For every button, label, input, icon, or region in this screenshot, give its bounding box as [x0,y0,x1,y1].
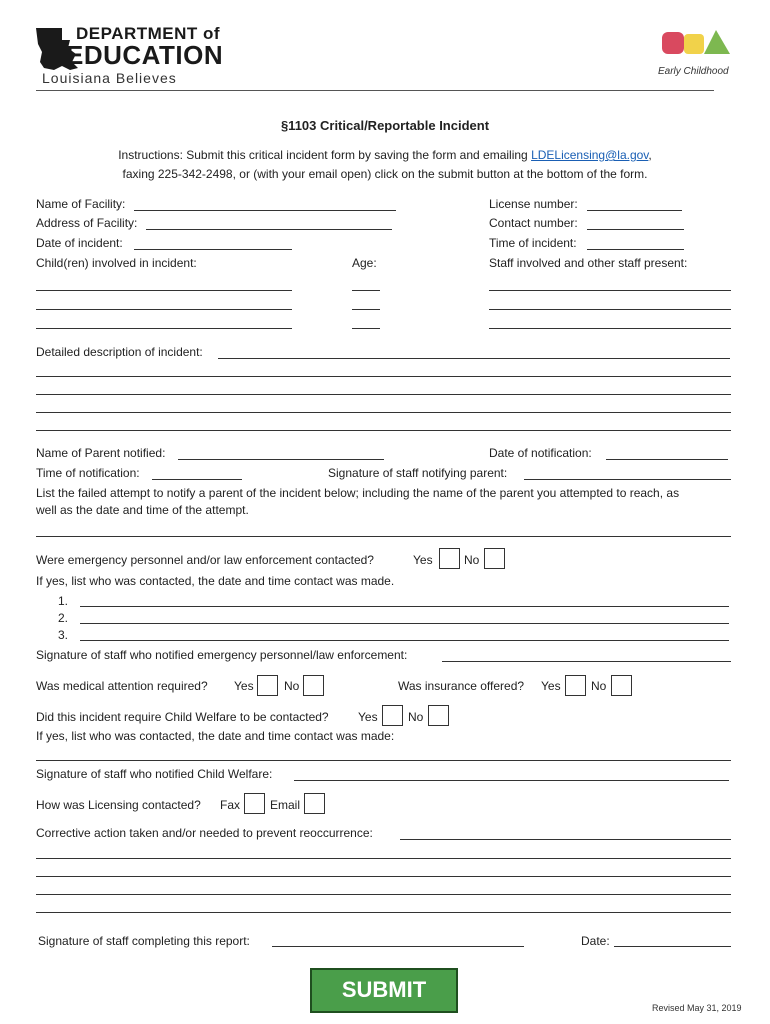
revised-date: Revised May 31, 2019 [652,1003,742,1013]
staff-field[interactable] [489,309,731,310]
completion-signature-label: Signature of staff completing this report: [38,934,250,948]
staff-field[interactable] [489,328,731,329]
early-childhood-text: Early Childhood [658,66,729,77]
children-label: Child(ren) involved in incident: [36,256,197,270]
incident-time-field[interactable] [587,249,684,250]
notification-date-label: Date of notification: [489,446,592,460]
welfare-yes-checkbox[interactable] [382,705,403,726]
welfare-no-checkbox[interactable] [428,705,449,726]
corrective-line[interactable] [36,912,731,913]
emergency-question: Were emergency personnel and/or law enforcement contacted? [36,553,374,567]
insurance-yes-label: Yes [541,679,561,693]
instructions-text: Instructions: Submit this critical incident form by saving the form and emailing [118,148,532,162]
parent-signature-field[interactable] [524,479,731,480]
early-childhood-shapes-icon [658,26,734,66]
emergency-contact-field[interactable] [80,640,729,641]
parent-signature-label: Signature of staff notifying parent: [328,466,508,480]
insurance-no-label: No [591,679,607,693]
department-of-education-logo [32,22,224,92]
completion-date-field[interactable] [614,946,731,947]
facility-address-field[interactable] [146,229,392,230]
emergency-no-checkbox[interactable] [484,548,505,569]
emergency-signature-field[interactable] [442,661,731,662]
child-name-field[interactable] [36,290,292,291]
corrective-field[interactable] [400,839,731,840]
dept-line2: EDUCATION [66,40,224,70]
staff-field[interactable] [489,290,731,291]
facility-address-label: Address of Facility: [36,216,138,230]
licensing-email-label: Email [270,798,301,812]
licensing-fax-checkbox[interactable] [244,793,265,814]
emergency-contact-field[interactable] [80,606,729,607]
child-age-field[interactable] [352,309,380,310]
welfare-signature-field[interactable] [294,780,729,781]
licensing-email-checkbox[interactable] [304,793,325,814]
description-line[interactable] [36,376,731,377]
early-childhood-logo [658,26,734,92]
header-divider [36,90,714,91]
dept-line1: DEPARTMENT of [76,24,221,43]
emergency-no-label: No [464,553,480,567]
notification-time-field[interactable] [152,479,242,480]
age-label: Age: [352,256,377,270]
insurance-yes-checkbox[interactable] [565,675,586,696]
facility-name-label: Name of Facility: [36,197,126,211]
parent-name-field[interactable] [178,459,384,460]
child-name-field[interactable] [36,309,292,310]
description-field[interactable] [218,358,730,359]
medical-question: Was medical attention required? [36,679,208,693]
emergency-signature-label: Signature of staff who notified emergency personnel/law enforcement: [36,648,408,662]
medical-yes-label: Yes [234,679,254,693]
child-age-field[interactable] [352,328,380,329]
emergency-list-label: If yes, list who was contacted, the date and time contact was made. [36,574,395,588]
description-label: Detailed description of incident: [36,345,203,359]
license-number-field[interactable] [587,210,682,211]
medical-no-checkbox[interactable] [303,675,324,696]
notification-time-label: Time of notification: [36,466,140,480]
staff-involved-label: Staff involved and other staff present: [489,256,688,270]
corrective-line[interactable] [36,894,731,895]
contact-number-field[interactable] [587,229,684,230]
emergency-contact-field[interactable] [80,623,729,624]
welfare-question: Did this incident require Child Welfare to be contacted? [36,710,329,724]
form-title: §1103 Critical/Reportable Incident [280,118,490,133]
insurance-no-checkbox[interactable] [611,675,632,696]
notification-date-field[interactable] [606,459,728,460]
corrective-line[interactable] [36,858,731,859]
corrective-label: Corrective action taken and/or needed to prevent reoccurrence: [36,826,373,840]
medical-yes-checkbox[interactable] [257,675,278,696]
welfare-no-label: No [408,710,424,724]
instructions-comma: , [648,148,652,162]
description-line[interactable] [36,412,731,413]
medical-no-label: No [284,679,300,693]
emergency-item-number: 3. [58,628,69,642]
failed-attempt-line2: well as the date and time of the attempt. [36,503,249,517]
welfare-yes-label: Yes [358,710,378,724]
contact-number-label: Contact number: [489,216,578,230]
submit-button[interactable]: SUBMIT [310,968,458,1013]
licensing-fax-label: Fax [220,798,241,812]
facility-name-field[interactable] [134,210,396,211]
licensing-question: How was Licensing contacted? [36,798,201,812]
emergency-yes-checkbox[interactable] [439,548,460,569]
incident-time-label: Time of incident: [489,236,577,250]
failed-attempt-field[interactable] [36,536,731,537]
description-line[interactable] [36,430,731,431]
completion-signature-field[interactable] [272,946,524,947]
incident-date-field[interactable] [134,249,292,250]
instructions-line1 [0,148,770,162]
child-age-field[interactable] [352,290,380,291]
emergency-item-number: 1. [58,594,69,608]
completion-date-label: Date: [581,934,610,948]
welfare-contact-field[interactable] [36,760,731,761]
incident-date-label: Date of incident: [36,236,123,250]
emergency-item-number: 2. [58,611,69,625]
instructions-line2: faxing 225-342-2498, or (with your email open) click on the submit button at the bottom of the form. [122,167,648,181]
failed-attempt-line1: List the failed attempt to notify a parent of the incident below; including the name of the parent you attempted to reach, as [36,486,680,500]
child-name-field[interactable] [36,328,292,329]
insurance-question: Was insurance offered? [398,679,525,693]
tagline: Louisiana Believes [42,70,177,86]
license-number-label: License number: [489,197,578,211]
welfare-list-label: If yes, list who was contacted, the date and time contact was made: [36,729,395,743]
emergency-yes-label: Yes [413,553,433,567]
welfare-signature-label: Signature of staff who notified Child Welfare: [36,767,273,781]
corrective-line[interactable] [36,876,731,877]
parent-name-label: Name of Parent notified: [36,446,166,460]
licensing-email-link[interactable]: LDELicensing@la.gov [531,148,649,162]
description-line[interactable] [36,394,731,395]
